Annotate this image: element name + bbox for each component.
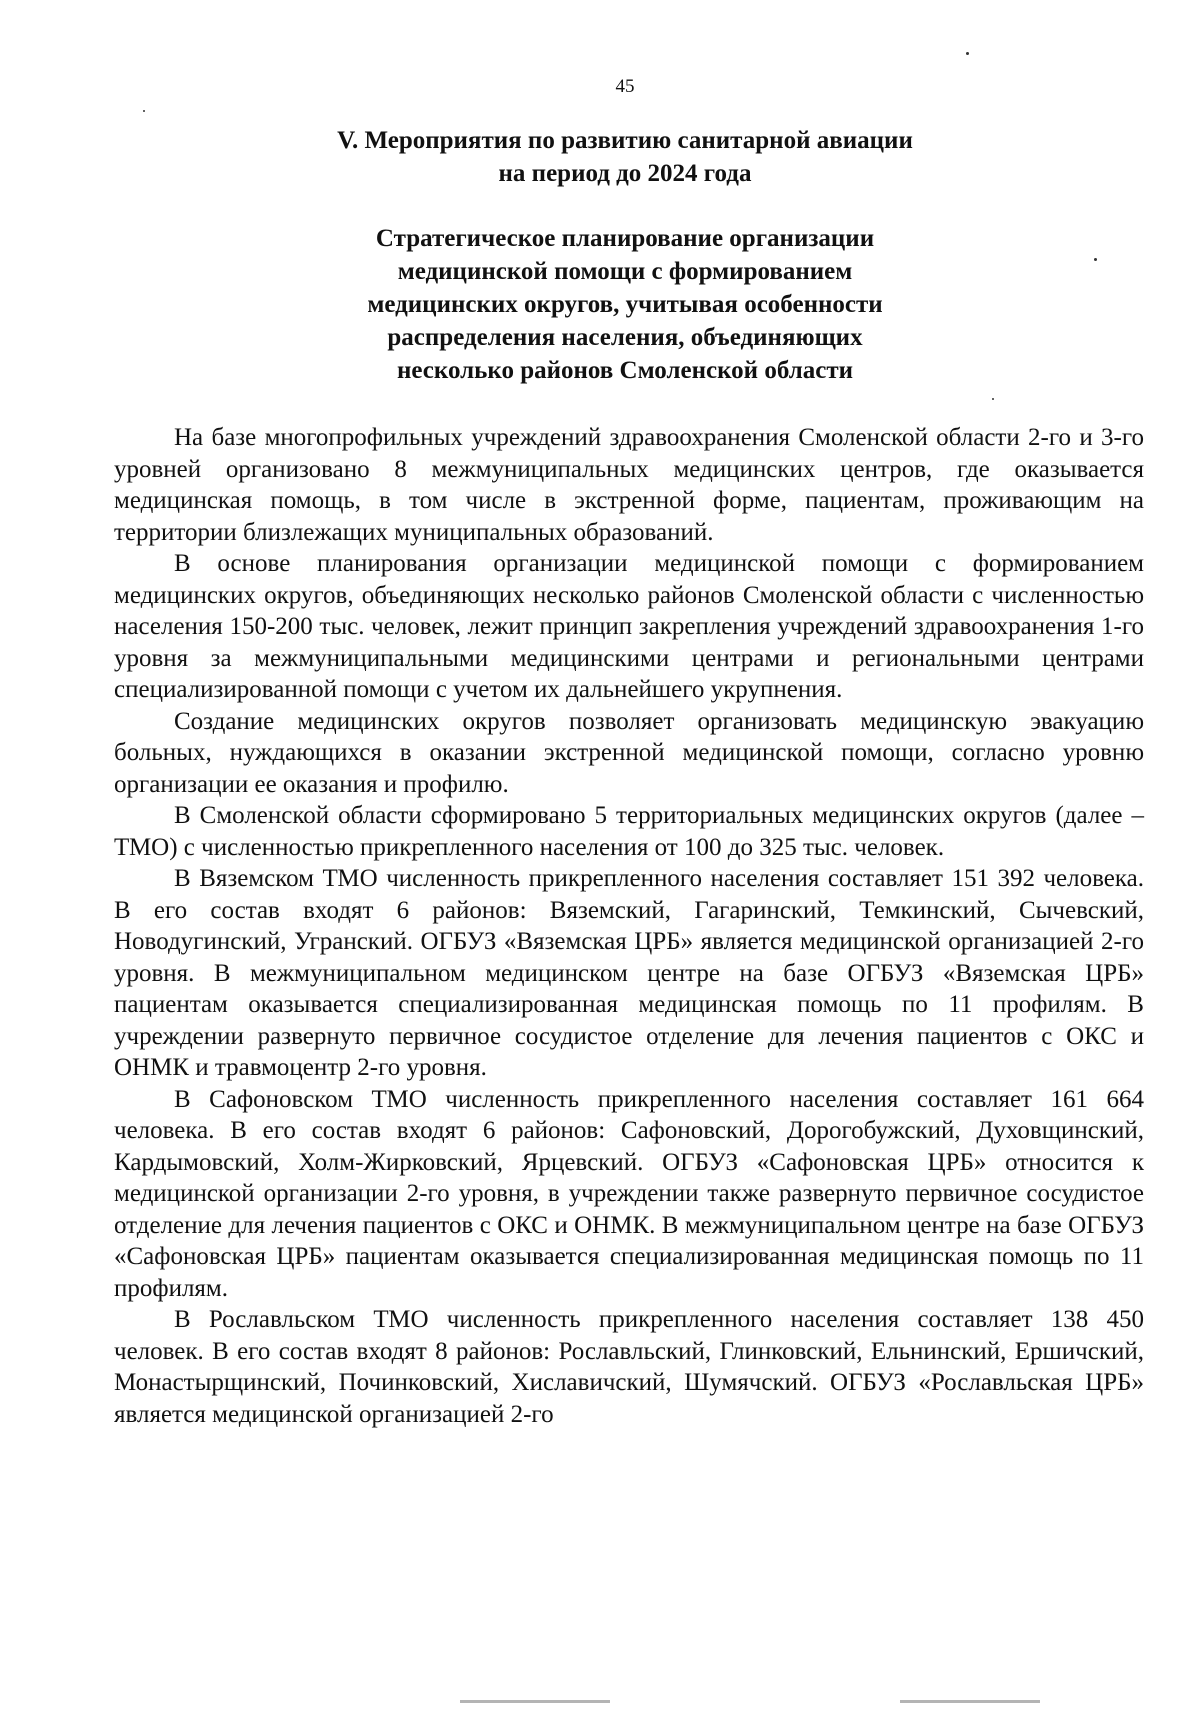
- subsection-heading-line: несколько районов Смоленской области: [396, 357, 854, 384]
- scan-speck: [992, 398, 994, 400]
- scan-edge-noise: [900, 1700, 1040, 1703]
- scan-speck: [143, 110, 145, 112]
- paragraph: На базе многопрофильных учреждений здравоохранения Смоленской области 2-го и 3-го уровней организовано 8 межмуниципальных медицинских центров, где оказывается медицинская помощь, в том числе в экстренной форме, пациентам, проживающим на территории близлежащих муниципальных образований.: [114, 424, 1144, 546]
- section-heading-line: V. Мероприятия по развитию санитарной авиации: [337, 127, 913, 154]
- scan-speck: [966, 52, 969, 55]
- paragraph: В Вяземском ТМО численность прикрепленного населения составляет 151 392 человека. В его состав входят 6 районов: Вяземский, Гагаринский, Темкинский, Сычевский, Новодугинский, Угранский. ОГБУЗ «Вяземская ЦРБ» является медицинской организацией 2-го уровня. В межмуниципальном медицинском центре на базе ОГБУЗ «Вяземская ЦРБ» пациентам оказывается специализированная медицинская помощь по 11 профилям. В учреждении развернуто первичное сосудистое отделение для лечения пациентов с ОКС и ОНМК и травмоцентр 2-го уровня.: [114, 865, 1144, 1081]
- scan-speck: [1094, 258, 1097, 261]
- paragraph: В Смоленской области сформировано 5 территориальных медицинских округов (далее – ТМО) с численностью прикрепленного населения от 100 до 325 тыс. человек.: [114, 802, 1144, 861]
- section-heading-line: на период до 2024 года: [498, 160, 752, 187]
- subsection-heading-line: Стратегическое планирование организации: [375, 225, 875, 252]
- section-heading: [0, 124, 1200, 190]
- subsection-heading-line: распределения населения, объединяющих: [387, 324, 863, 351]
- paragraph: В Рославльском ТМО численность прикрепленного населения составляет 138 450 человек. В его состав входят 8 районов: Рославльский, Глинковский, Ельнинский, Ершичский, Монастырщинский, Починковский, Хиславичский, Шумячский. ОГБУЗ «Рославльская ЦРБ» является медицинской организацией 2-го: [114, 1306, 1144, 1428]
- body-text: [114, 422, 1144, 1430]
- subsection-heading-line: медицинских округов, учитывая особенности: [367, 291, 883, 318]
- paragraph: Создание медицинских округов позволяет организовать медицинскую эвакуацию больных, нуждающихся в оказании экстренной медицинской помощи, согласно уровню организации ее оказания и профилю.: [114, 707, 1144, 798]
- page-number: 45: [615, 76, 635, 97]
- scan-edge-noise: [460, 1700, 610, 1703]
- paragraph: В Сафоновском ТМО численность прикрепленного населения составляет 161 664 человека. В его состав входят 6 районов: Сафоновский, Дорогобужский, Духовщинский, Кардымовский, Холм-Жирковский, Ярцевский. ОГБУЗ «Сафоновская ЦРБ» относится к медицинской организации 2-го уровня, в учреждении также развернуто первичное сосудистое отделение для лечения пациентов с ОКС и ОНМК. В межмуниципальном центре на базе ОГБУЗ «Сафоновская ЦРБ» пациентам оказывается специализированная медицинская помощь по 11 профилям.: [114, 1085, 1144, 1302]
- subsection-heading-line: медицинской помощи с формированием: [397, 258, 853, 285]
- subsection-heading: [0, 222, 1200, 387]
- paragraph: В основе планирования организации медицинской помощи с формированием медицинских округов, объединяющих несколько районов Смоленской области с численностью населения 150-200 тыс. человек, лежит принцип закрепления учреждений здравоохранения 1-го уровня за межмуниципальными медицинскими центрами и региональными центрами специализированной помощи с учетом их дальнейшего укрупнения.: [114, 550, 1144, 703]
